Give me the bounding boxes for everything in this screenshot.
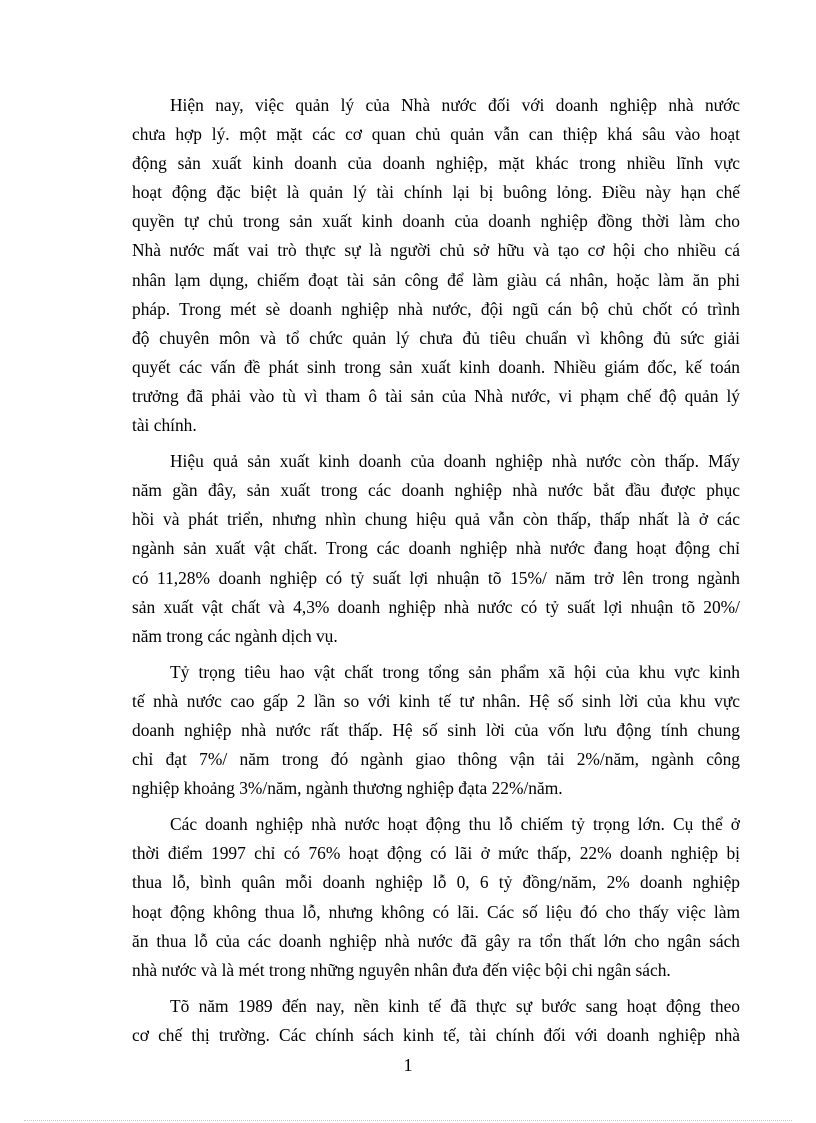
text-line: chưa hợp lý. một mặt các cơ quan chủ quản vẫn can thiệp khá sâu vào hoạt [132, 124, 740, 145]
text-line: nghiệp khoảng 3%/năm, ngành thương nghiệp đạta 22%/năm. [132, 778, 563, 799]
text-line: tế nhà nước cao gấp 2 lần so với kinh tế tư nhân. Hệ số sinh lời của khu vực [132, 690, 740, 711]
text-line: Hiệu quả sản xuất kinh doanh của doanh nghiệp nhà nước còn thấp. Mấy [170, 451, 740, 472]
text-line: hoạt động đặc biệt là quản lý tài chính lại bị buông lỏng. Điều này hạn chế [132, 182, 740, 203]
text-line: nhà nước và là mét trong những nguyên nhân đưa đến việc bội chi ngân sách. [132, 959, 671, 980]
text-line: năm trong các ngành dịch vụ. [132, 625, 338, 646]
text-line: quyết các vấn đề phát sinh trong sản xuất kinh doanh. Nhiều giám đốc, kế toán [132, 356, 740, 377]
paragraph-2 [132, 447, 740, 651]
text-line: hồi và phát triển, nhưng nhìn chung hiệu quả vẫn còn thấp, thấp nhất là ở các [132, 509, 740, 530]
text-line: độ chuyên môn và tổ chức quản lý chưa đủ tiêu chuẩn vì không đủ sức giải [132, 327, 740, 348]
text-line: thua lỗ, bình quân mỗi doanh nghiệp lỗ 0, 6 tỷ đồng/năm, 2% doanh nghiệp [132, 872, 740, 893]
text-line: trưởng đã phải vào tù vì tham ô tài sản của Nhà nước, vi phạm chế độ quản lý [132, 385, 740, 406]
page-bottom-divider [24, 1120, 792, 1121]
text-line: cơ chế thị trường. Các chính sách kinh tế, tài chính đối với doanh nghiệp nhà [132, 1024, 740, 1045]
page-number: 1 [403, 1055, 413, 1075]
text-line: có 11,28% doanh nghiệp có tỷ suất lợi nhuận tõ 15%/ năm trở lên trong ngành [132, 567, 740, 588]
text-line: Tõ năm 1989 đến nay, nền kinh tế đã thực sự bước sang hoạt động theo [170, 995, 740, 1016]
text-line: Hiện nay, việc quản lý của Nhà nước đối với doanh nghiệp nhà nước [170, 95, 740, 115]
text-line: chỉ đạt 7%/ năm trong đó ngành giao thông vận tải 2%/năm, ngành công [132, 749, 740, 770]
text-line: sản xuất vật chất và 4,3% doanh nghiệp nhà nước có tỷ suất lợi nhuận tõ 20%/ [132, 596, 740, 617]
paragraph-1 [132, 91, 740, 440]
text-line: ăn thua lỗ của các doanh nghiệp nhà nước đã gây ra tổn thất lớn cho ngân sách [132, 930, 740, 951]
text-line: Tỷ trọng tiêu hao vật chất trong tổng sản phẩm xã hội của khu vực kinh [170, 661, 740, 682]
text-line: thời điểm 1997 chỉ có 76% hoạt động có lãi ở mức thấp, 22% doanh nghiệp bị [132, 843, 740, 864]
text-line: ngành sản xuất vật chất. Trong các doanh nghiệp nhà nước đang hoạt động chỉ [132, 538, 740, 559]
text-line: hoạt động không thua lỗ, nhưng không có lãi. Các số liệu đó cho thấy việc làm [132, 901, 740, 922]
text-line: Nhà nước mất vai trò thực sự là người chủ sở hữu và tạo cơ hội cho nhiều cá [132, 240, 740, 261]
text-line: năm gần đây, sản xuất trong các doanh nghiệp nhà nước bắt đầu được phục [132, 480, 740, 501]
body-text [132, 91, 740, 1057]
paragraph-3 [132, 658, 740, 803]
text-line: nhân lạm dụng, chiếm đoạt tài sản công để làm giàu cá nhân, hoặc làm ăn phi [132, 269, 740, 290]
text-line: Các doanh nghiệp nhà nước hoạt động thu lỗ chiếm tỷ trọng lớn. Cụ thể ở [170, 814, 740, 835]
text-line: doanh nghiệp nhà nước rất thấp. Hệ số sinh lời của vốn lưu động tính chung [132, 719, 740, 740]
text-line: pháp. Trong mét sè doanh nghiệp nhà nước, đội ngũ cán bộ chủ chốt có trình [132, 298, 740, 319]
paragraph-4 [132, 810, 740, 985]
text-line: quyền tự chủ trong sản xuất kinh doanh của doanh nghiệp đồng thời làm cho [132, 211, 740, 232]
text-line: tài chính. [132, 415, 197, 436]
text-line: động sản xuất kinh doanh của doanh nghiệp, mặt khác trong nhiều lĩnh vực [132, 153, 740, 174]
paragraph-5 [132, 992, 740, 1050]
